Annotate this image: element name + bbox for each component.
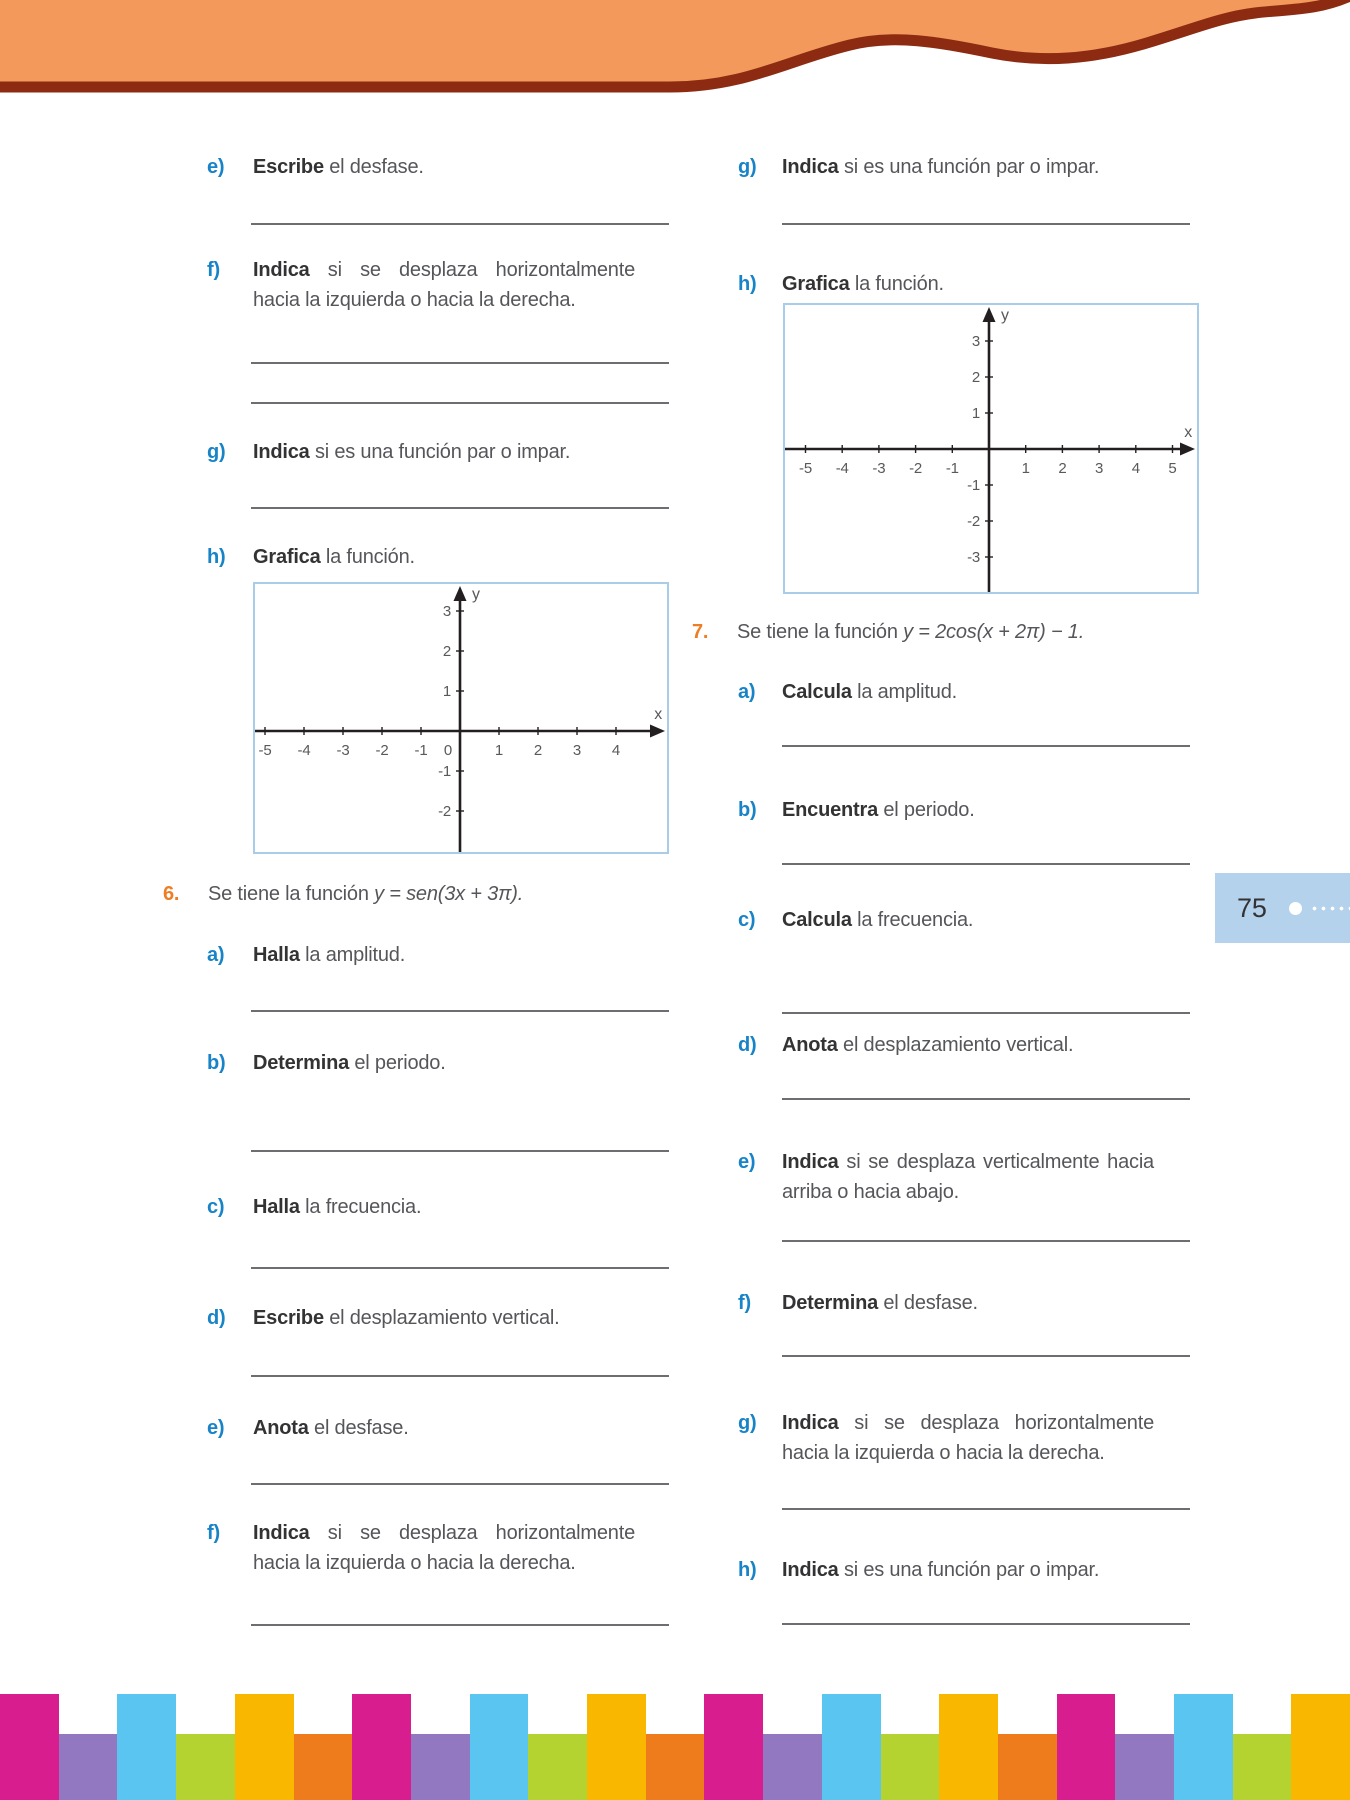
item-right-b xyxy=(738,795,1154,825)
item-keyword: Indica xyxy=(782,1151,839,1173)
item-left-e xyxy=(207,1413,409,1443)
item-letter: b) xyxy=(738,799,757,821)
item-letter: f) xyxy=(207,259,220,281)
svg-text:2: 2 xyxy=(1058,460,1067,477)
graph-left xyxy=(253,582,669,854)
svg-text:-4: -4 xyxy=(835,460,849,477)
item-keyword: Indica xyxy=(253,259,310,281)
answer-line xyxy=(782,223,1190,225)
item-letter: g) xyxy=(207,441,226,463)
item-keyword: Anota xyxy=(782,1034,838,1056)
answer-line xyxy=(782,1098,1190,1100)
item-letter: c) xyxy=(738,909,756,931)
answer-line xyxy=(782,1012,1190,1014)
item-text xyxy=(253,1413,409,1443)
footer-stripe xyxy=(822,1694,881,1800)
svg-text:-1: -1 xyxy=(414,742,428,759)
item-keyword: Indica xyxy=(782,1559,839,1581)
page-number: 75 xyxy=(1237,892,1267,923)
item-left-f-top xyxy=(207,255,635,315)
item-text xyxy=(782,1408,1154,1468)
item-right-d xyxy=(738,1030,1154,1060)
item-letter: b) xyxy=(207,1052,226,1074)
item-left-d xyxy=(207,1303,560,1333)
statement-prefix: Se tiene la función xyxy=(208,883,375,905)
exercise-7-intro xyxy=(692,617,1109,647)
item-text xyxy=(782,1555,1154,1585)
item-right-h-top xyxy=(738,269,1154,299)
y-axis-arrow-icon xyxy=(983,307,996,322)
svg-text:2: 2 xyxy=(533,742,543,759)
item-right-f xyxy=(738,1288,1154,1318)
svg-text:3: 3 xyxy=(971,333,980,350)
axes xyxy=(785,305,1197,592)
item-letter: g) xyxy=(738,1412,757,1434)
svg-text:-3: -3 xyxy=(872,460,886,477)
item-keyword: Indica xyxy=(253,441,310,463)
footer-stripe xyxy=(235,1694,294,1800)
footer-stripe xyxy=(59,1734,118,1800)
item-letter: h) xyxy=(738,1559,757,1581)
footer-stripe xyxy=(998,1734,1057,1800)
item-left-h-top xyxy=(207,542,415,572)
item-letter: d) xyxy=(207,1307,226,1329)
item-left-b xyxy=(207,1048,446,1078)
item-rest-line2: hacia la izquierda o hacia la derecha. xyxy=(253,1552,576,1574)
item-letter: a) xyxy=(207,944,225,966)
item-rest: si se desplaza verticalmente hacia xyxy=(838,1151,1154,1173)
statement-formula: y = 2cos(x + 2π) − 1. xyxy=(903,621,1085,643)
answer-line xyxy=(251,507,669,509)
page-number-badge xyxy=(1215,873,1350,943)
item-rest: si es una función par o impar. xyxy=(309,441,571,463)
footer-stripe xyxy=(939,1694,998,1800)
svg-text:-2: -2 xyxy=(438,803,451,820)
svg-text:-4: -4 xyxy=(297,742,311,759)
item-rest: si se desplaza horizontalmente xyxy=(309,259,635,281)
header-wave xyxy=(0,0,1350,110)
svg-text:-1: -1 xyxy=(438,763,451,780)
item-keyword: Indica xyxy=(253,1522,310,1544)
item-text xyxy=(253,1303,560,1333)
item-rest: la amplitud. xyxy=(299,944,406,966)
answer-line xyxy=(251,1483,669,1485)
item-rest: el periodo. xyxy=(349,1052,446,1074)
footer-stripe xyxy=(646,1734,705,1800)
exercise-6-intro xyxy=(163,879,523,909)
item-letter: e) xyxy=(738,1151,756,1173)
svg-text:-5: -5 xyxy=(258,742,272,759)
item-rest: la función. xyxy=(849,273,944,295)
item-rest: el desplazamiento vertical. xyxy=(323,1307,560,1329)
item-rest: el desfase. xyxy=(878,1292,978,1314)
item-left-e-top xyxy=(207,152,424,182)
item-left-f xyxy=(207,1518,635,1578)
item-rest: la frecuencia. xyxy=(851,909,974,931)
item-rest: si se desplaza horizontalmente xyxy=(309,1522,635,1544)
answer-line xyxy=(251,362,669,364)
exercise-number: 6. xyxy=(163,883,180,905)
item-keyword: Determina xyxy=(782,1292,879,1314)
item-left-a xyxy=(207,940,405,970)
svg-text:1: 1 xyxy=(494,742,504,759)
answer-line xyxy=(251,1375,669,1377)
item-rest-line2: hacia la izquierda o hacia la derecha. xyxy=(253,289,576,311)
footer-stripe xyxy=(1233,1734,1292,1800)
item-letter: f) xyxy=(207,1522,220,1544)
item-text xyxy=(253,1192,421,1222)
svg-text:3: 3 xyxy=(572,742,582,759)
item-rest-line2: hacia la izquierda o hacia la derecha. xyxy=(782,1442,1105,1464)
item-text xyxy=(253,437,570,467)
footer-stripe xyxy=(470,1694,529,1800)
item-text xyxy=(253,152,424,182)
item-letter: e) xyxy=(207,1417,225,1439)
footer-stripe xyxy=(1174,1694,1233,1800)
footer xyxy=(0,1694,1350,1800)
item-rest: si es una función par o impar. xyxy=(838,1559,1100,1581)
item-right-a xyxy=(738,677,1154,707)
item-letter: g) xyxy=(738,156,757,178)
svg-text:1: 1 xyxy=(442,683,451,700)
footer-stripe xyxy=(1115,1734,1174,1800)
item-letter: a) xyxy=(738,681,756,703)
footer-stripe xyxy=(117,1694,176,1800)
item-keyword: Encuentra xyxy=(782,799,879,821)
answer-line xyxy=(251,1150,669,1152)
footer-stripe xyxy=(528,1734,587,1800)
footer-stripe xyxy=(587,1694,646,1800)
item-text xyxy=(782,1030,1154,1060)
axes xyxy=(255,584,667,852)
item-text xyxy=(253,542,415,572)
item-keyword: Grafica xyxy=(782,273,850,295)
item-rest: la amplitud. xyxy=(851,681,957,703)
answer-line xyxy=(782,863,1190,865)
item-keyword: Indica xyxy=(782,156,839,178)
item-text xyxy=(782,1288,1154,1318)
answer-line xyxy=(782,1240,1190,1242)
item-rest: si es una función par o impar. xyxy=(838,156,1100,178)
svg-text:0: 0 xyxy=(443,742,452,759)
item-keyword: Anota xyxy=(253,1417,309,1439)
item-letter: e) xyxy=(207,156,225,178)
item-text xyxy=(782,905,1154,935)
graph-right xyxy=(783,303,1199,594)
svg-text:x: x xyxy=(654,706,662,723)
answer-line xyxy=(251,1267,669,1269)
svg-text:3: 3 xyxy=(1095,460,1104,477)
item-letter: c) xyxy=(207,1196,225,1218)
item-right-e xyxy=(738,1147,1154,1207)
footer-stripe xyxy=(411,1734,470,1800)
item-left-g-top xyxy=(207,437,570,467)
svg-text:-1: -1 xyxy=(967,477,980,494)
answer-line xyxy=(251,402,669,404)
answer-line xyxy=(782,1623,1190,1625)
svg-text:2: 2 xyxy=(971,369,980,386)
answer-line xyxy=(251,223,669,225)
item-letter: h) xyxy=(207,546,226,568)
svg-text:4: 4 xyxy=(1131,460,1140,477)
item-text xyxy=(253,1048,446,1078)
item-keyword: Escribe xyxy=(253,1307,324,1329)
svg-text:y: y xyxy=(1001,307,1009,324)
badge-dotted-line xyxy=(1310,906,1350,911)
item-right-g-top xyxy=(738,152,1154,182)
item-keyword: Halla xyxy=(253,1196,300,1218)
item-text xyxy=(782,269,1154,299)
item-text xyxy=(782,795,1154,825)
svg-text:-2: -2 xyxy=(375,742,389,759)
item-keyword: Indica xyxy=(782,1412,839,1434)
statement-prefix: Se tiene la función xyxy=(737,621,904,643)
svg-text:4: 4 xyxy=(611,742,621,759)
item-rest: la función. xyxy=(320,546,415,568)
exercise-statement xyxy=(737,617,1109,647)
item-rest: la frecuencia. xyxy=(299,1196,422,1218)
svg-text:-3: -3 xyxy=(967,549,980,566)
item-rest: el periodo. xyxy=(878,799,975,821)
item-text xyxy=(782,1147,1154,1207)
svg-text:5: 5 xyxy=(1168,460,1177,477)
footer-stripe xyxy=(0,1694,59,1800)
svg-text:-5: -5 xyxy=(799,460,812,477)
item-keyword: Calcula xyxy=(782,909,852,931)
item-text xyxy=(253,255,635,315)
item-rest: el desfase. xyxy=(308,1417,409,1439)
item-text xyxy=(782,152,1154,182)
item-right-c xyxy=(738,905,1154,935)
svg-text:y: y xyxy=(472,586,480,603)
y-axis-arrow-icon xyxy=(454,586,467,601)
footer-stripe xyxy=(294,1734,353,1800)
item-letter: h) xyxy=(738,273,757,295)
item-text xyxy=(253,1518,635,1578)
x-axis-arrow-icon xyxy=(1180,443,1195,456)
item-letter: f) xyxy=(738,1292,751,1314)
item-right-g xyxy=(738,1408,1154,1468)
item-right-h xyxy=(738,1555,1154,1585)
footer-stripe xyxy=(763,1734,822,1800)
answer-line xyxy=(782,1508,1190,1510)
exercise-statement xyxy=(208,879,523,909)
svg-text:x: x xyxy=(1184,424,1192,441)
answer-line xyxy=(251,1010,669,1012)
footer-stripe xyxy=(1291,1694,1350,1800)
footer-stripe xyxy=(1057,1694,1116,1800)
svg-text:-2: -2 xyxy=(909,460,923,477)
item-keyword: Halla xyxy=(253,944,300,966)
svg-text:1: 1 xyxy=(971,405,980,422)
svg-text:-3: -3 xyxy=(336,742,350,759)
answer-line xyxy=(782,1355,1190,1357)
item-keyword: Calcula xyxy=(782,681,852,703)
footer-stripe xyxy=(176,1734,235,1800)
item-rest: si se desplaza horizontalmente xyxy=(838,1412,1154,1434)
item-text xyxy=(782,677,1154,707)
item-keyword: Determina xyxy=(253,1052,350,1074)
svg-text:-1: -1 xyxy=(945,460,959,477)
x-axis-arrow-icon xyxy=(650,725,665,738)
item-letter: d) xyxy=(738,1034,757,1056)
statement-formula: y = sen(3x + 3π). xyxy=(374,883,524,905)
item-rest-line2: arriba o hacia abajo. xyxy=(782,1181,960,1203)
item-rest: el desplazamiento vertical. xyxy=(837,1034,1074,1056)
svg-text:1: 1 xyxy=(1021,460,1030,477)
item-keyword: Escribe xyxy=(253,156,324,178)
item-text xyxy=(253,940,405,970)
svg-text:2: 2 xyxy=(442,643,451,660)
footer-stripe xyxy=(704,1694,763,1800)
item-left-c xyxy=(207,1192,421,1222)
svg-text:3: 3 xyxy=(442,603,451,620)
item-rest: el desfase. xyxy=(323,156,424,178)
answer-line xyxy=(782,745,1190,747)
item-keyword: Grafica xyxy=(253,546,321,568)
footer-stripe xyxy=(881,1734,940,1800)
footer-stripe xyxy=(352,1694,411,1800)
exercise-number: 7. xyxy=(692,621,709,643)
svg-text:-2: -2 xyxy=(967,513,980,530)
badge-dot-icon xyxy=(1289,902,1302,915)
answer-line xyxy=(251,1624,669,1626)
